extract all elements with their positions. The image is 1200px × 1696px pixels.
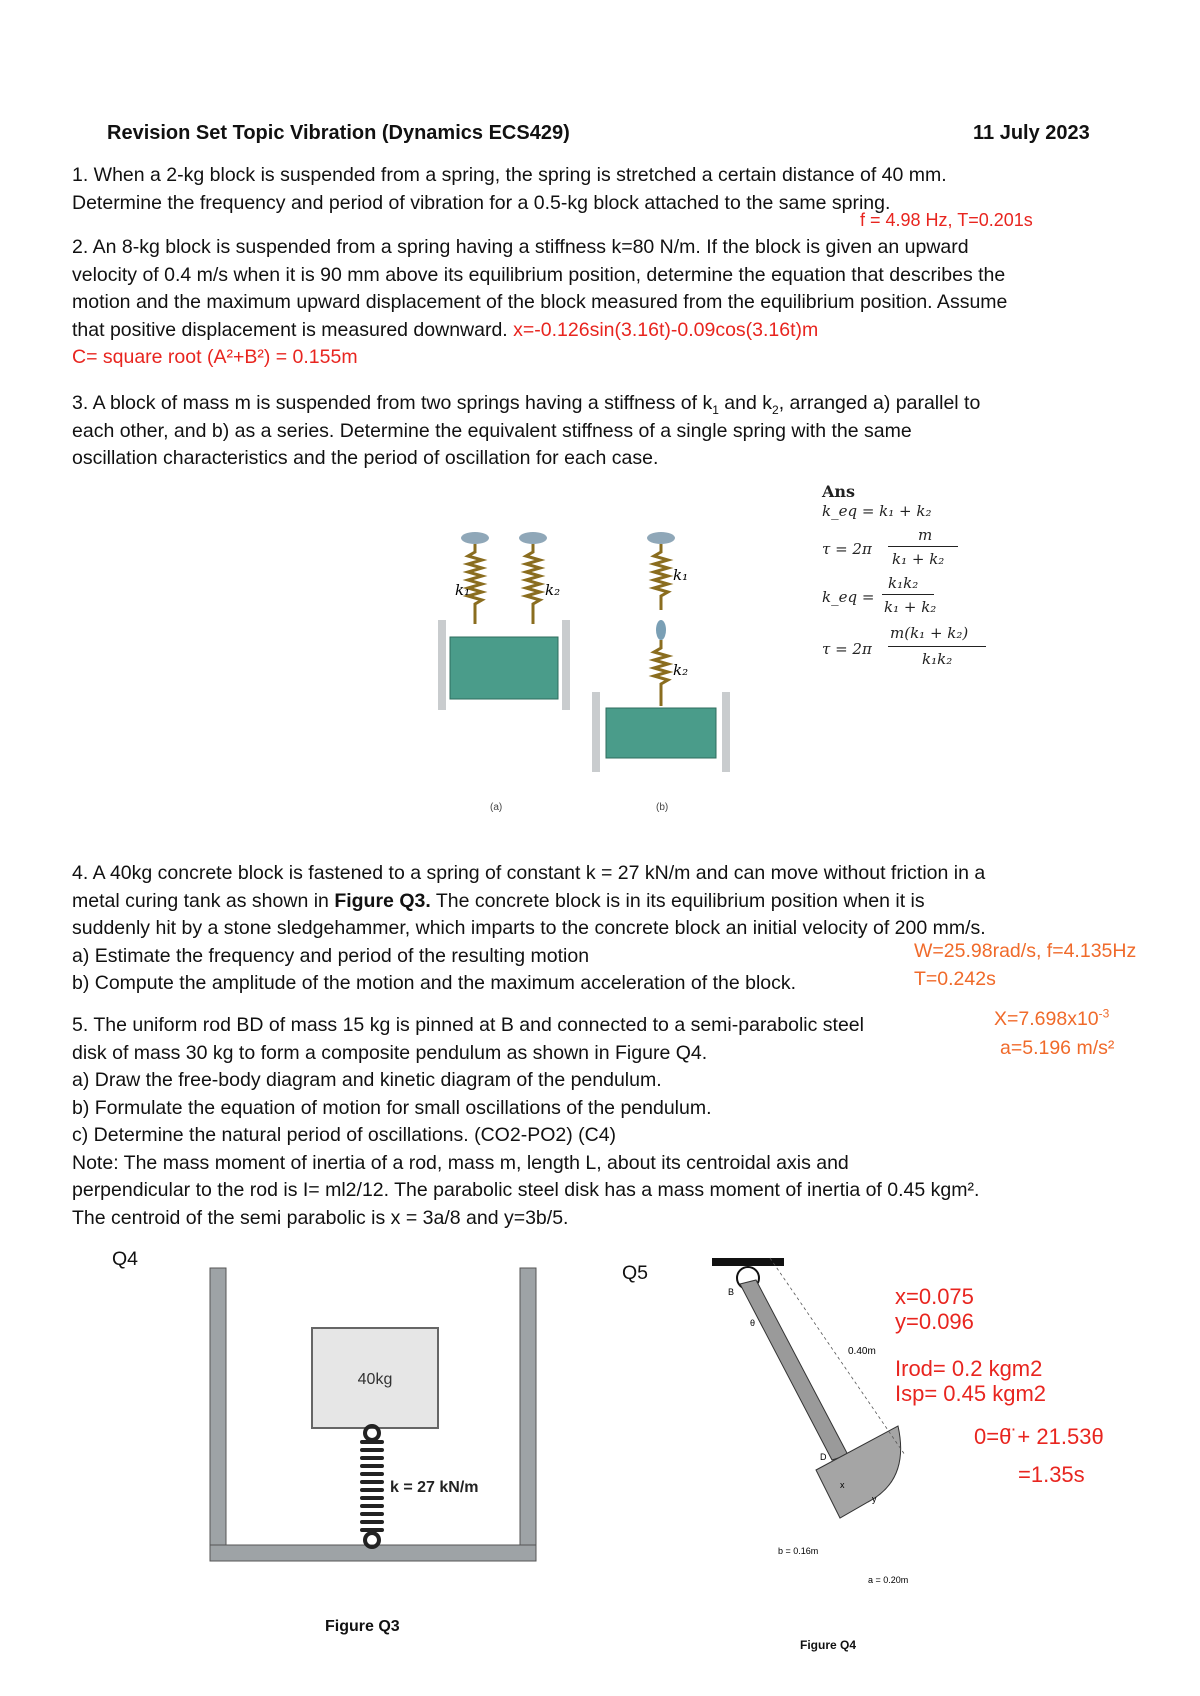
q2-line2: velocity of 0.4 m/s when it is 90 mm above its equilibrium position, determine the equation that describes the <box>72 263 1006 286</box>
q4-line1: 4. A 40kg concrete block is fastened to a spring of constant k = 27 kN/m and can move without friction in a <box>72 862 986 884</box>
x-axis-label: x <box>840 1480 845 1490</box>
ans-isp: Isp= 0.45 kgm2 <box>895 1381 1047 1406</box>
tank-wall-right <box>520 1268 536 1558</box>
q3-text <box>72 390 980 473</box>
q5-line4: b) Formulate the equation of motion for small oscillations of the pendulum. <box>72 1096 712 1119</box>
figure-q3-tank <box>200 1260 550 1590</box>
document-date: 11 July 2023 <box>973 122 1090 144</box>
tank-wall-left <box>210 1268 226 1558</box>
formula-k1k2-prod-2: k₁k₂ <box>922 650 953 668</box>
fraction-bar-3 <box>888 646 986 647</box>
q3-line1c: , arranged a) parallel to <box>778 392 981 414</box>
guide-a-right <box>562 620 570 710</box>
q1-line1: 1. When a 2-kg block is suspended from a spring, the spring is stretched a certain distance of 40 mm. <box>72 164 947 186</box>
q5-line2: disk of mass 30 kg to form a composite pendulum as shown in Figure Q4. <box>72 1041 708 1064</box>
q2-line4: that positive displacement is measured downward. <box>72 318 508 341</box>
q1-answer: f = 4.98 Hz, T=0.201s <box>860 210 1033 230</box>
q2-text <box>72 234 1007 372</box>
support-b <box>647 532 675 544</box>
q4-line4: a) Estimate the frequency and period of the resulting motion <box>72 944 590 967</box>
q4-answer2: T=0.242s <box>914 968 996 990</box>
pendulum-support <box>712 1258 784 1266</box>
k2-label-b: k₂ <box>673 661 689 679</box>
q3-line2: each other, and b) as a series. Determine the equivalent stiffness of a single spring with the same <box>72 419 912 442</box>
q5-line7: perpendicular to the rod is I= ml2/12. The parabolic steel disk has a mass moment of inertia of 0.45 kgm². <box>72 1179 980 1201</box>
fig-b-label: (b) <box>656 802 669 813</box>
coil-spring <box>362 1442 382 1530</box>
theta-label: θ <box>750 1318 756 1328</box>
formula-k1k2-prod: k₁k₂ <box>888 574 919 592</box>
figure-q3-caption: Figure Q3 <box>325 1618 400 1635</box>
formula-m: m <box>918 526 933 544</box>
a-dimension-label: a = 0.20m <box>868 1575 909 1585</box>
figure-q4-caption: Figure Q4 <box>800 1638 857 1652</box>
spring-k2-parallel <box>526 544 540 624</box>
q5-line3: a) Draw the free-body diagram and kinetic diagram of the pendulum. <box>72 1069 662 1091</box>
fraction-bar-1 <box>888 546 958 547</box>
length-label: 0.40m <box>848 1346 876 1357</box>
spring-k2-series <box>654 640 668 706</box>
q5-answer-a: a=5.196 m/s² <box>1000 1037 1115 1059</box>
q2-line3: motion and the maximum upward displacement of the block measured from the equilibrium position. Assume <box>72 291 1008 313</box>
support-a1 <box>461 532 489 544</box>
q2-answer2: C= square root (A²+B²) = 0.155m <box>72 346 358 368</box>
point-d-label: D <box>820 1452 827 1462</box>
q4-text <box>72 860 986 998</box>
guide-b-left <box>592 692 600 772</box>
q4-line2b: The concrete block is in its equilibrium position when it is <box>430 889 925 912</box>
q2-line1: 2. An 8-kg block is suspended from a spring having a stiffness k=80 N/m. If the block is given an upward <box>72 236 969 258</box>
q5-inertia-answers <box>895 1356 1046 1406</box>
fig-q4-label: Q5 <box>622 1262 649 1284</box>
k2-label-a: k₂ <box>545 581 561 599</box>
q5-text <box>72 1012 979 1232</box>
q5-centroid-answers <box>895 1284 974 1334</box>
q5-answer-x: $X=7.698x10^{-3}$ <box>994 1006 1110 1030</box>
ans-equation: 0=θ̈ + 21.53θ <box>974 1424 1104 1449</box>
q4-line3: suddenly hit by a stone sledgehammer, which imparts to the concrete block an initial velocity of 200 mm/s. <box>72 917 986 939</box>
fraction-bar-2 <box>882 594 934 595</box>
mass-block-b <box>606 708 716 758</box>
formula-tau-a: τ = 2π <box>822 540 872 558</box>
y-axis-label: y <box>872 1494 877 1504</box>
q3-sub2: 2 <box>772 402 779 417</box>
q4-line5: b) Compute the amplitude of the motion and the maximum acceleration of the block. <box>72 972 797 994</box>
q5-line8: The centroid of the semi parabolic is x = 3a/8 and y=3b/5. <box>72 1206 569 1229</box>
spring-arrangement-figure <box>430 520 760 820</box>
q4-answer1: W=25.98rad/s, f=4.135Hz <box>914 940 1137 962</box>
b-dimension-label: b = 0.16m <box>778 1546 819 1556</box>
guide-a-left <box>438 620 446 710</box>
q1-text <box>72 162 947 217</box>
q3-line1a: 3. A block of mass m is suspended from two springs having a stiffness of k <box>72 392 713 414</box>
formula-keq-series: k_eq = <box>822 588 875 606</box>
formula-keq-parallel: k_eq = k₁ + k₂ <box>822 502 932 520</box>
guide-b-right <box>722 692 730 772</box>
k1-label-a: k₁ <box>455 581 471 599</box>
rod-bd <box>740 1280 848 1460</box>
ans-irod: Irod= 0.2 kgm2 <box>895 1356 1043 1381</box>
q5-line5: c) Determine the natural period of oscillations. (CO2-PO2) (C4) <box>72 1124 617 1146</box>
formula-tau-b: τ = 2π <box>822 640 872 658</box>
q3-line1b: and k <box>718 392 773 414</box>
k1-label-b: k₁ <box>673 566 689 584</box>
formula-mk: m(k₁ + k₂) <box>890 624 969 642</box>
formula-k1k2-sum-2: k₁ + k₂ <box>884 598 937 616</box>
spring-constant-label: k = 27 kN/m <box>390 1479 479 1496</box>
q1-line2: Determine the frequency and period of vibration for a 0.5-kg block attached to the same spring. <box>72 191 891 214</box>
spring-k1-series <box>654 544 668 610</box>
document-title: Revision Set Topic Vibration (Dynamics ECS429) <box>107 122 570 144</box>
ans-y: y=0.096 <box>895 1309 974 1334</box>
q5-line6: Note: The mass moment of inertia of a rod, mass m, length L, about its centroidal axis and <box>72 1151 849 1174</box>
fig-a-label: (a) <box>490 802 503 813</box>
block-mass-label: 40kg <box>357 1371 393 1388</box>
q4-line2a: metal curing tank as shown in <box>72 889 335 912</box>
formula-k1k2-sum-1: k₁ + k₂ <box>892 550 945 568</box>
ans-x: x=0.075 <box>895 1284 974 1309</box>
q3-sub1: 1 <box>712 402 719 417</box>
q4-figure-ref: Figure Q3. <box>334 889 431 912</box>
support-a2 <box>519 532 547 544</box>
connector-b <box>656 620 666 640</box>
ans-period: =1.35s <box>1018 1462 1085 1487</box>
q3-line3: oscillation characteristics and the period of oscillation for each case. <box>72 447 659 469</box>
fig-q3-label: Q4 <box>112 1248 139 1270</box>
mass-block-a <box>450 637 558 699</box>
q2-answer1: x=-0.126sin(3.16t)-0.09cos(3.16t)m <box>513 318 819 341</box>
point-b-label: B <box>728 1287 735 1297</box>
q5-line1: 5. The uniform rod BD of mass 15 kg is pinned at B and connected to a semi-parabolic steel <box>72 1014 864 1036</box>
q3-ans-title: Ans <box>822 482 856 501</box>
